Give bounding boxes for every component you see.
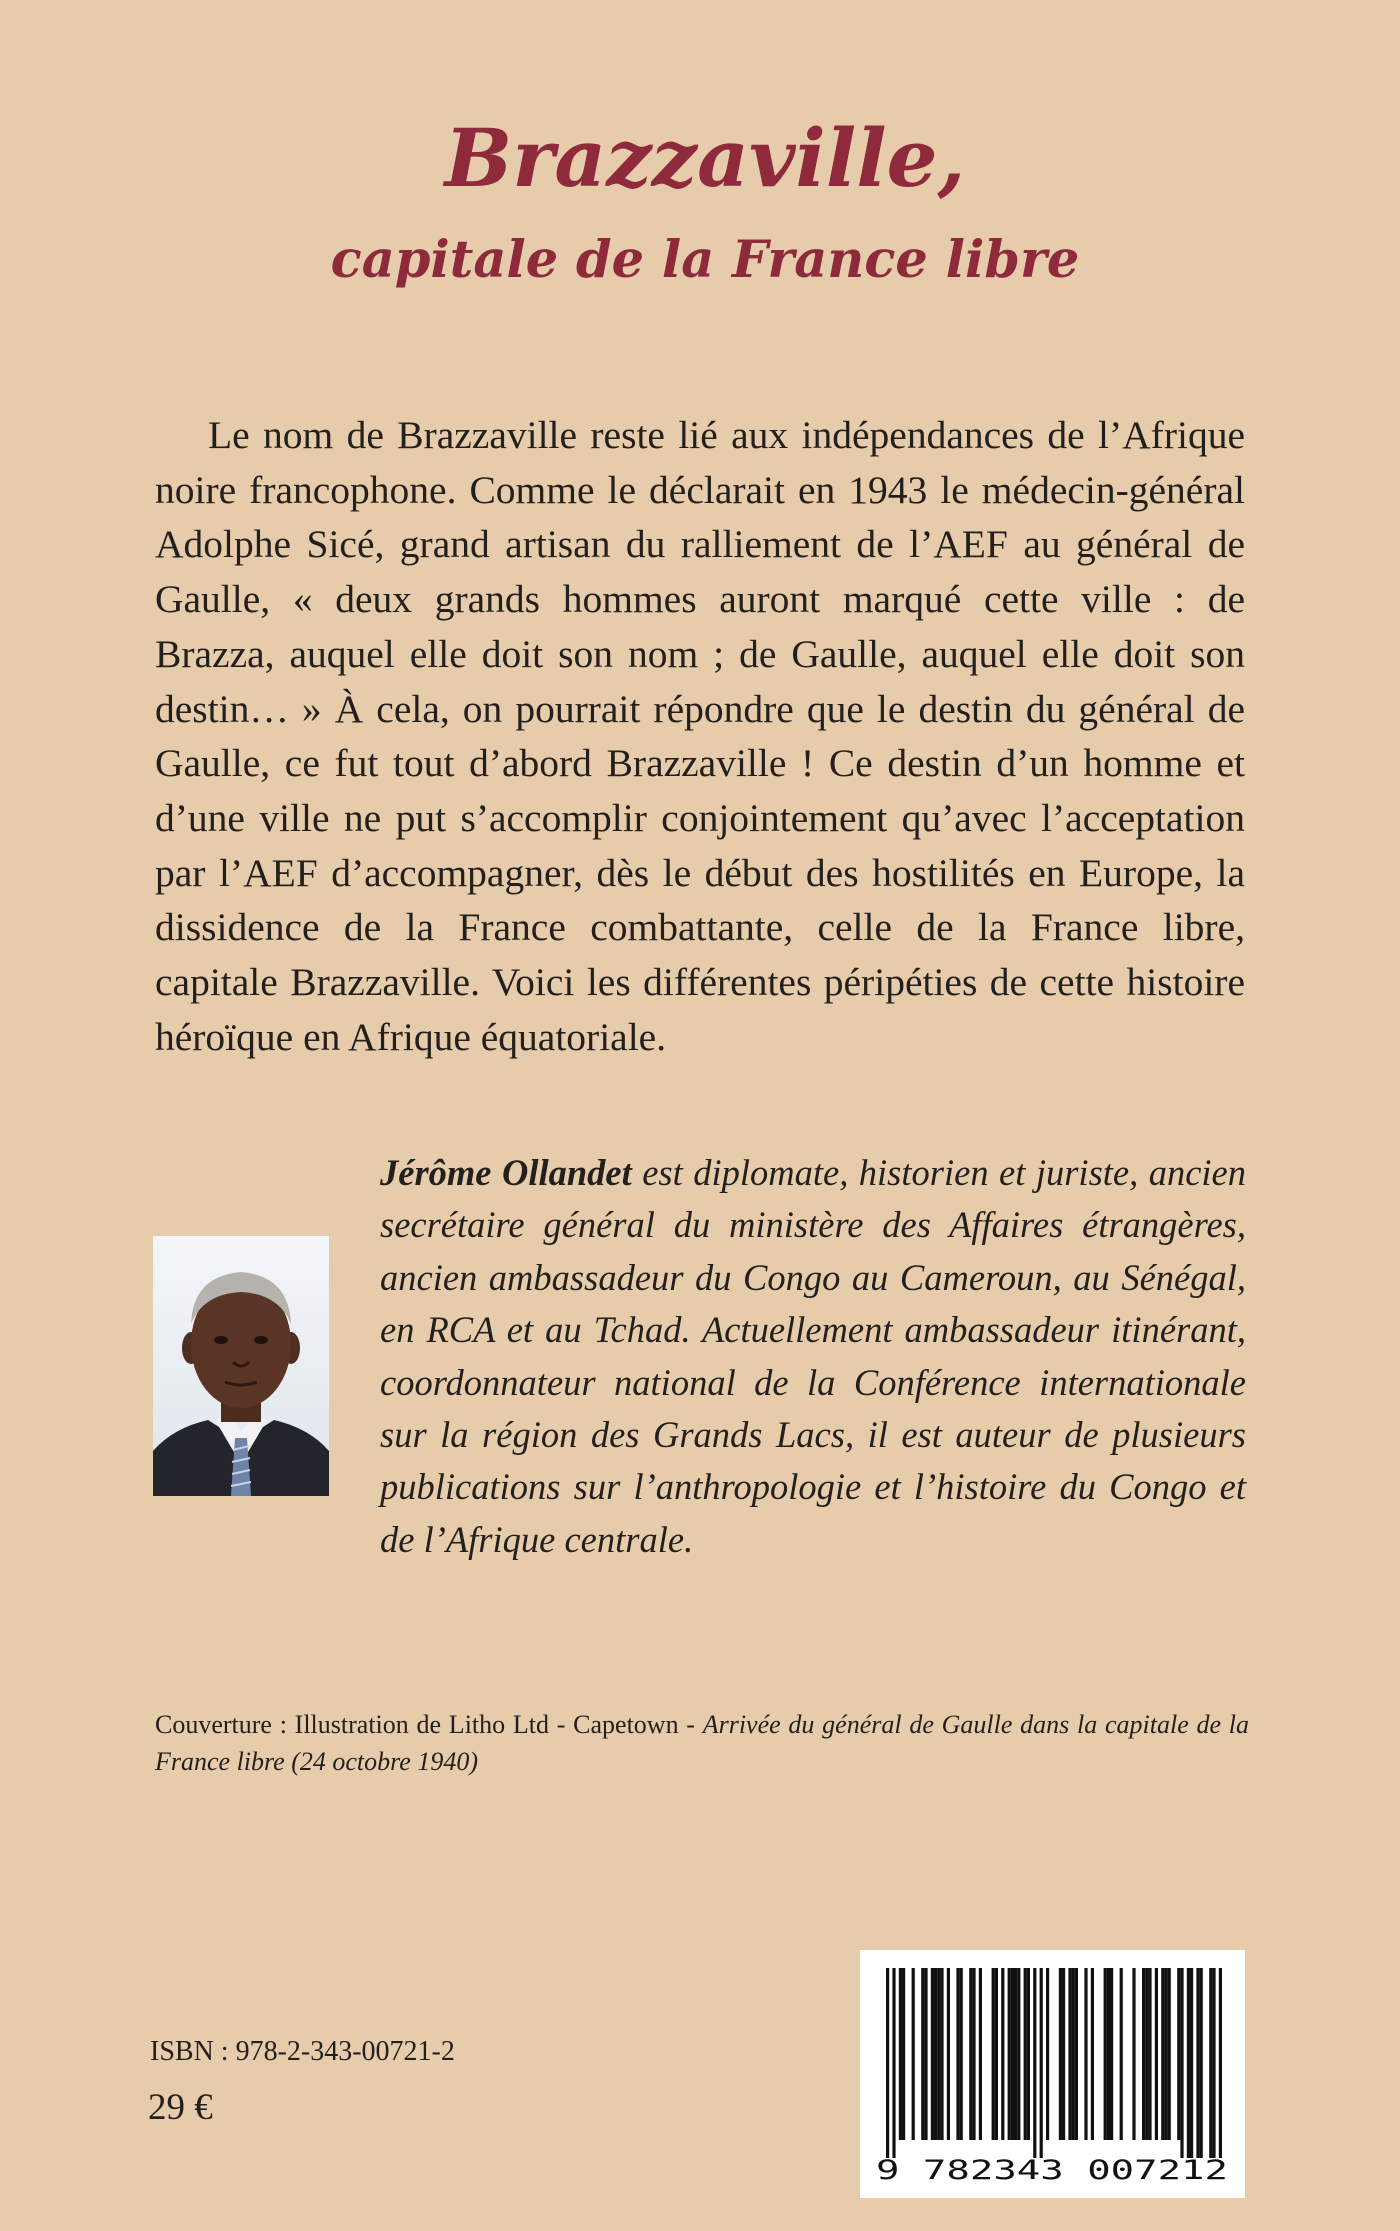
barcode-bar xyxy=(1142,1968,1145,2140)
barcode-bar xyxy=(892,1968,895,2158)
barcode-bar xyxy=(1148,1968,1151,2140)
barcode-bar xyxy=(1024,1968,1027,2140)
barcode-bar xyxy=(1059,1968,1062,2140)
barcode-bar xyxy=(1027,1968,1030,2140)
back-cover-blurb: Le nom de Brazzaville reste lié aux indépendances de l’Afrique noire francophone. Comme le déclarait en 1943 le médecin-général Adolphe Sicé, grand artisan du ralliement de l’AEF au général de Gaulle, « deux grands hommes auront marqué cette ville : de Brazza, auquel elle doit son nom ; de Gaulle, auquel elle doit son destin… » À cela, on pourrait répondre que le destin du général de Gaulle, ce fut tout d’abord Brazzaville ! Ce destin d’un homme et d’une ville ne put s’accomplir conjointement qu’avec l’acceptation par l’AEF d’accompagner, dès le début des hostilités en Europe, la dissidence de la France combattante, celle de la France libre, capitale Brazzaville. Voici les différentes péripéties de cette histoire héroïque en Afrique équatoriale. xyxy=(155,413,1245,1059)
barcode-bar xyxy=(1219,1968,1222,2158)
barcode-bar xyxy=(886,1968,889,2158)
barcode-bar xyxy=(912,1968,915,2140)
isbn: ISBN : 978-2-343-00721-2 xyxy=(150,2036,455,2067)
barcode-bar xyxy=(1046,1968,1049,2140)
barcode-bar xyxy=(931,1968,934,2140)
cover-credit-text: Couverture : Illustration de Litho Ltd - Capetown - xyxy=(155,1710,703,1739)
book-subtitle: capitale de la France libre xyxy=(330,230,1080,290)
author-bio-text: est diplomate, historien et juriste, ancien secrétaire général du ministère des Affaires étrangères, ancien ambassadeur du Congo au Cameroun, au Sénégal, en RCA et au Tchad. Actuellement ambassadeur itinérant, coordonnateur national de la Conférence internationale sur la région des Grands Lacs, il est auteur de plusieurs publications sur l’anthropologie et l’histoire du Congo et de l’Afrique centrale. xyxy=(380,1152,1246,1560)
barcode-bar xyxy=(921,1968,924,2140)
author-name: Jérôme Ollandet xyxy=(380,1152,632,1193)
barcode-bar xyxy=(1011,1968,1014,2140)
barcode-bar xyxy=(1075,1968,1078,2140)
barcode-bar xyxy=(940,1968,943,2140)
barcode-bar xyxy=(960,1968,963,2140)
barcode-bar xyxy=(1212,1968,1215,2158)
barcode-bar xyxy=(1017,1968,1020,2140)
book-title: Brazzaville, xyxy=(444,111,966,205)
barcode-bar xyxy=(899,1968,902,2140)
price: 29 € xyxy=(148,2087,213,2128)
cover-credit xyxy=(155,1706,1249,1780)
barcode-bar xyxy=(947,1968,950,2140)
barcode-bar xyxy=(995,1968,998,2140)
barcode-bar xyxy=(937,1968,940,2140)
barcode-bar xyxy=(1132,1968,1135,2140)
barcode-bar xyxy=(1187,1968,1190,2158)
barcode-bar xyxy=(1120,1968,1123,2140)
barcode-bar xyxy=(1068,1968,1071,2140)
barcode-bar xyxy=(1091,1968,1094,2140)
barcode-bar xyxy=(924,1968,927,2140)
barcode-bar xyxy=(1196,1968,1199,2158)
barcode-bar xyxy=(1104,1968,1107,2140)
barcode-bar xyxy=(1155,1968,1158,2140)
barcode-bar xyxy=(1084,1968,1087,2140)
barcode-bar xyxy=(992,1968,995,2140)
barcode-bar xyxy=(1062,1968,1065,2140)
barcode-bar xyxy=(1177,1968,1180,2140)
barcode-bar xyxy=(1040,1968,1043,2158)
barcode-bar xyxy=(1107,1968,1110,2140)
barcode-bar xyxy=(1110,1968,1113,2140)
barcode-bar xyxy=(956,1968,959,2140)
barcode-bar xyxy=(934,1968,937,2140)
barcode-bar xyxy=(1200,1968,1203,2158)
barcode-bar xyxy=(1145,1968,1148,2140)
barcode-bar xyxy=(1001,1968,1004,2140)
barcode-bar xyxy=(1180,1968,1183,2158)
barcode-bar xyxy=(1008,1968,1011,2140)
barcode-bar xyxy=(979,1968,982,2140)
barcode-bar xyxy=(969,1968,972,2140)
author-bio xyxy=(380,1147,1246,1566)
barcode-bar xyxy=(972,1968,975,2140)
barcode-number: 9 782343 007212 xyxy=(876,2155,1228,2186)
barcode-bar xyxy=(1190,1968,1193,2158)
barcode-bar xyxy=(902,1968,905,2140)
isbn-barcode xyxy=(860,1950,1245,2198)
barcode-bar xyxy=(1033,1968,1036,2158)
author-photo xyxy=(153,1236,329,1496)
barcode-bar xyxy=(1072,1968,1075,2140)
barcode-bar xyxy=(1014,1968,1017,2140)
cover-credit-caption: Arrivée du général de Gaulle dans la capitale de la France libre (24 octobre 1940) xyxy=(155,1710,1249,1776)
barcode-bar xyxy=(1161,1968,1164,2140)
barcode-bar xyxy=(1168,1968,1171,2140)
barcode-bar xyxy=(1164,1968,1167,2140)
barcode-bar xyxy=(1209,1968,1212,2158)
